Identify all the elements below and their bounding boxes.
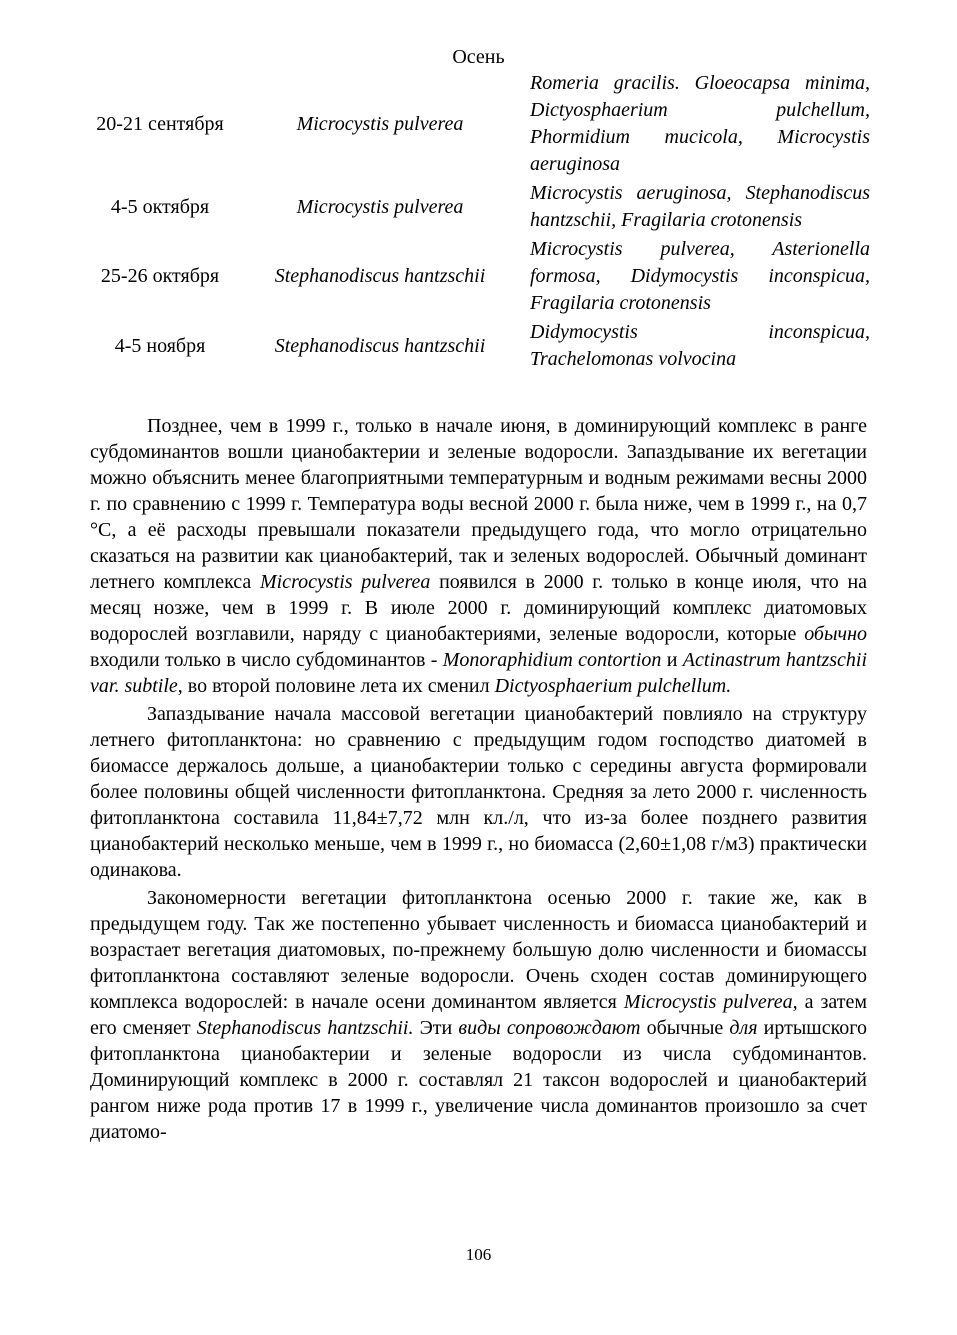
italic-text: Dictyosphaerium pulchellum. (494, 675, 732, 697)
season-heading: Осень (452, 46, 505, 68)
date-cell: 4-5 ноября (114, 334, 206, 357)
text-span: Эти (413, 1017, 459, 1039)
body-text (90, 413, 867, 1147)
text-span: иртышского фитопланктона цианобактерии и зеленые водоросли из числа субдоминантов. Доминирующий комплекс в 2000 г. составлял 21 таксон водорослей и цианобактерий рангом ниже рода против 17 в 1999 г., увеличение числа доминантов произошло за счет диатомо- (90, 1017, 867, 1143)
paragraph (90, 701, 867, 883)
dominant-cell: Stephanodiscus hantzschii (274, 265, 486, 287)
italic-text: виды сопровождают (458, 1017, 641, 1039)
text-span: Позднее, чем в 1999 г., только в начале июня, в доминирующий комплекс в ранге субдоминантов вошли цианобактерии и зеленые водоросли. Запаздывание их вегетации можно объяснить менее благоприятными температурным и водным режимами весны 2000 г. по сравнению с 1999 г. Температура воды весной 2000 г. была ниже, чем в 1999 г., на 0,7 °С, а её расходы превышали показатели предыдущего года, что могло отрицательно сказаться на развитии как цианобактерий, так и зеленых водорослей. Обычный доминант летнего комплекса (90, 415, 867, 593)
dominant-cell: Microcystis pulverea (296, 112, 464, 135)
subdominants-cell: Romeria gracilis. Gloeocapsa minima, Dictyosphaerium pulchellum, Phormidium mucicola, Microcystis aeruginosa (530, 72, 870, 175)
paragraph (90, 413, 867, 699)
table-row (90, 236, 870, 319)
italic-text: Monoraphidium contortion (442, 649, 662, 671)
subdominants-cell: Microcystis aeruginosa, Stephanodiscus hantzschii, Fragilaria crotonensis (530, 182, 870, 231)
table-body (90, 70, 870, 375)
text-span: появился в 2000 г. только в конце июля, что на месяц нозже, чем в 1999 г. В июле 2000 г. доминирующий комплекс диатомовых водорослей возглавили, наряду с цианобактериями, зеленые водоросли, которые (90, 571, 868, 645)
table-row (90, 319, 870, 375)
date-cell: 25-26 октября (100, 265, 220, 287)
italic-text: Microcystis pulverea (259, 571, 431, 593)
text-span: обычные (640, 1017, 730, 1039)
text-span: Запаздывание начала массовой вегетации цианобактерий повлияло на структуру летнего фитопланктона: но сравнению с предыдущим годом господство диатомей в биомассе держалось дольше, а цианобактерии только с середины августа формировали более половины общей численности фитопланктона. Средняя за лето 2000 г. численность фитопланктона составила 11,84±7,72 млн кл./л, что из-за более позднего развития цианобактерий несколько меньше, чем в 1999 г., но биомасса (2,60±1,08 г/м3) практически одинакова. (90, 703, 867, 881)
subdominants-cell: Microcystis pulverea, Asterionella formosa, Didymocystis inconspicua, Fragilaria crotonensis (530, 238, 870, 314)
italic-text: для (729, 1017, 758, 1039)
table-row (90, 180, 870, 236)
text-span: Закономерности вегетации фитопланктона осенью 2000 г. такие же, как в предыдущем году. Так же постепенно убывает численность и биомасса цианобактерий и возрастает вегетация диатомовых, по-прежнему большую долю численности и биомассы фитопланктона составляют зеленые водоросли. Очень сходен состав доминирующего комплекса водорослей: в начале осени доминантом является (90, 887, 867, 1013)
date-cell: 4-5 октября (110, 195, 210, 218)
table-row (90, 70, 870, 180)
dominant-cell: Stephanodiscus hantzschii (274, 334, 486, 357)
text-span: , а затем его сменяет (90, 991, 867, 1039)
dominant-cell: Microcystis pulverea (296, 195, 464, 218)
text-span: и (661, 649, 683, 671)
italic-text: Actinastrum hantzschii var. subtile (90, 649, 868, 697)
dominant-complex-table (90, 70, 870, 375)
italic-text: обычно (804, 623, 867, 645)
italic-text: Microcystis pulverea (623, 991, 793, 1013)
page-number: 106 (465, 1245, 492, 1264)
text-span: , во второй половине лета их сменил (177, 675, 495, 697)
date-cell: 20-21 сентября (96, 112, 224, 135)
subdominants-cell: Didymocystis inconspicua, Trachelomonas volvocina (530, 321, 870, 370)
italic-text: Stephanodiscus hantzschii. (196, 1017, 414, 1039)
text-span: входили только в число субдоминантов - (90, 649, 443, 671)
paragraph (90, 885, 867, 1145)
